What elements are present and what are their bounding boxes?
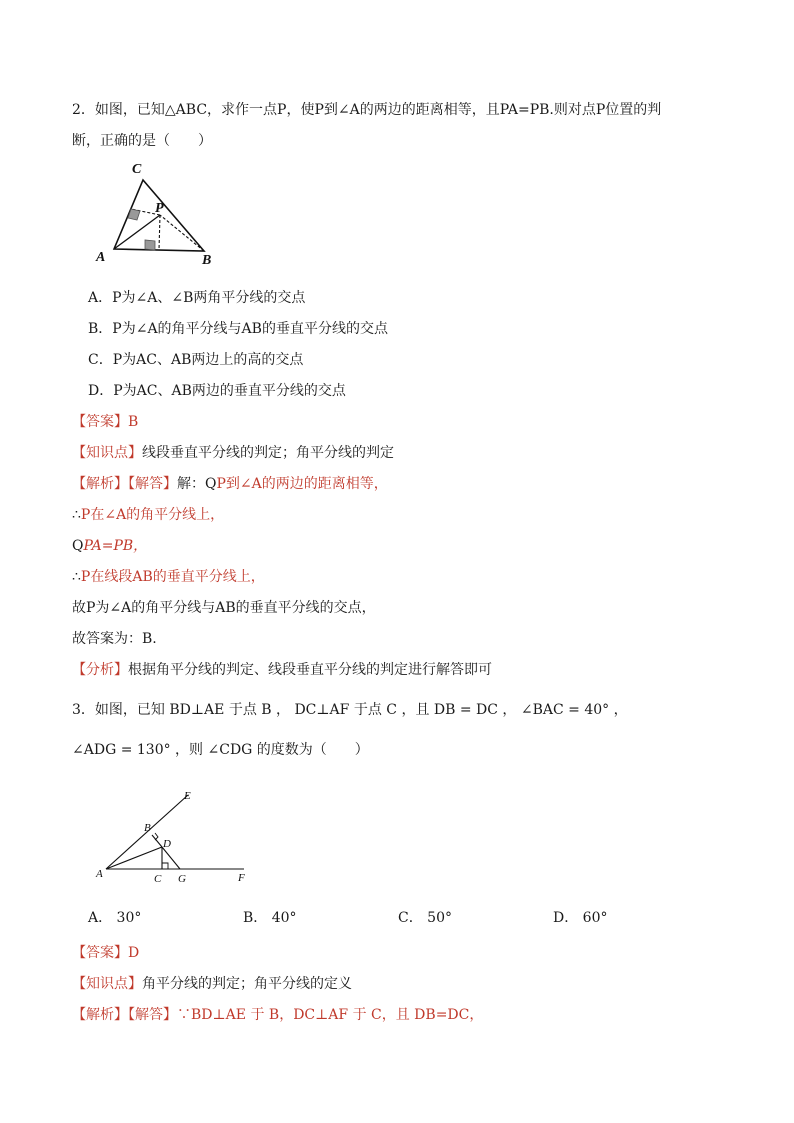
q2-stem-line1: 2．如图，已知△ABC，求作一点P，使P到∠A的两边的距离相等，且PA=PB.则对点P位置的判 (72, 102, 662, 118)
knowledge-text: 角平分线的判定；角平分线的定义 (142, 976, 352, 992)
q3-analysis-row (72, 1005, 483, 1025)
q2-analysis-row (72, 474, 388, 494)
right-angle-mark-b (155, 833, 158, 840)
because-symbol: Q (205, 476, 217, 492)
segment-bd (152, 835, 162, 847)
q3-stem-line2: ∠ADG = 130° ，则 ∠CDG 的度数为（ ） (72, 742, 369, 758)
q3-option-a: A． 30° (88, 910, 142, 926)
knowledge-tag: 【知识点】 (72, 445, 142, 461)
q2-knowledge-row (72, 443, 394, 463)
q2-option-a: A．P为∠A、∠B两角平分线的交点 (88, 290, 306, 306)
segment-bp-dashed (160, 215, 204, 251)
label-f: F (238, 872, 245, 884)
label-a: A (96, 868, 103, 880)
q2-analysis-row3 (72, 536, 147, 556)
q3-geometry-figure (92, 785, 262, 885)
label-b: B (202, 253, 212, 268)
label-c: C (132, 162, 142, 177)
label-g: G (178, 873, 186, 885)
label-b: B (144, 822, 151, 834)
q3-knowledge-row (72, 974, 352, 994)
q3-stem-line1: 3．如图，已知 BD⊥AE 于点 B ， DC⊥AF 于点 C ，且 DB = DC ， ∠BAC = 40° ， (72, 702, 628, 718)
right-angle-mark-ab (145, 240, 155, 250)
analysis-line1: ∵BD⊥AE 于 B，DC⊥AF 于 C，且 DB=DC， (177, 1007, 484, 1023)
therefore-symbol: ∴ (72, 507, 81, 523)
fenxi-tag: 【分析】 (72, 662, 128, 678)
q2-option-d: D．P为AC、AB两边的垂直平分线的交点 (88, 383, 346, 399)
label-e: E (184, 790, 191, 802)
q2-analysis-row4 (72, 567, 265, 587)
q2-option-b: B．P为∠A的角平分线与AB的垂直平分线的交点 (88, 321, 388, 337)
label-p: P (155, 201, 164, 216)
q3-option-c: C． 50° (398, 910, 452, 926)
q2-analysis-row6: 故答案为：B. (72, 631, 157, 647)
label-d: D (163, 838, 171, 850)
knowledge-text: 线段垂直平分线的判定；角平分线的判定 (142, 445, 394, 461)
q2-option-c: C．P为AC、AB两边上的高的交点 (88, 352, 304, 368)
q2-answer-row (72, 412, 138, 432)
segment-dg (162, 847, 180, 869)
perp-to-ab-dashed (159, 215, 160, 250)
q3-option-d: D． 60° (553, 910, 608, 926)
because-symbol-2: Q (72, 538, 84, 554)
analysis-line4: P在线段AB的垂直平分线上， (80, 569, 265, 585)
q2-analysis-row5: 故P为∠A的角平分线与AB的垂直平分线的交点， (72, 600, 376, 616)
right-angle-mark-c (162, 863, 168, 869)
q2-analysis-row2 (72, 505, 224, 525)
segment-ad (106, 847, 162, 869)
analysis-intro: 解： (177, 476, 205, 492)
label-a: A (96, 250, 106, 265)
q3-answer-row (72, 943, 139, 963)
q2-fenxi-row (72, 660, 492, 680)
q3-option-b: B． 40° (243, 910, 297, 926)
therefore-symbol-2: ∴ (72, 569, 81, 585)
answer-value: D (128, 945, 140, 961)
analysis-tag: 【解析】【解答】 (72, 1007, 177, 1023)
answer-tag: 【答案】 (72, 414, 128, 430)
q2-stem-line2: 断，正确的是（ ） (72, 133, 212, 149)
fenxi-text: 根据角平分线的判定、线段垂直平分线的判定进行解答即可 (128, 662, 492, 678)
label-c: C (154, 873, 162, 885)
answer-value: B (128, 414, 139, 430)
analysis-tag: 【解析】【解答】 (72, 476, 177, 492)
analysis-line2: P在∠A的角平分线上， (80, 507, 225, 523)
knowledge-tag: 【知识点】 (72, 976, 142, 992)
analysis-line1: P到∠A的两边的距离相等， (216, 476, 388, 492)
analysis-line3: PA=PB， (83, 538, 148, 554)
q2-triangle-figure (90, 155, 230, 270)
answer-tag: 【答案】 (72, 945, 128, 961)
